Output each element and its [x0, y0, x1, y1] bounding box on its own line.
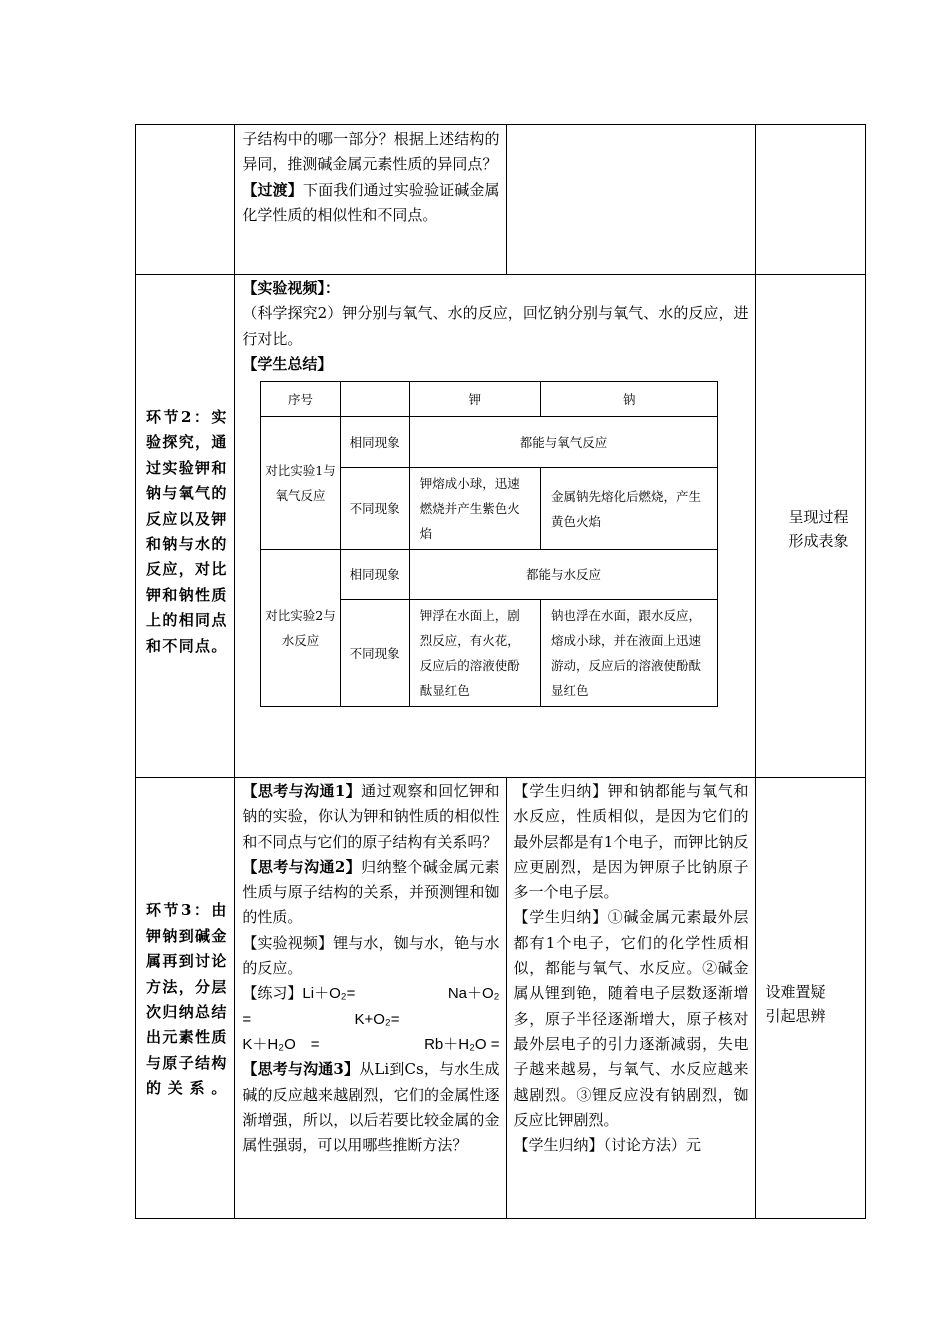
comparison-row	[261, 550, 718, 600]
stu2-text: ①碱金属元素最外层都有1个电子，它们的化学性质相似，都能与氧气、水反应。②碱金属从锂到铯，随着电子层数逐渐增多，原子半径逐渐增大，原子核对最外层电子的引力逐渐减弱，失电子越来越易，与氧气、水反应越来越剧烈。③锂反应没有钠剧烈，铷反应比钾剧烈。	[513, 908, 749, 1129]
row2-purpose-line2: 形成表象	[788, 532, 849, 550]
group2-same-text: 都能与水反应	[409, 550, 718, 600]
formula-na-o2: Na＋O₂	[447, 985, 500, 1003]
row3-purpose-cell	[755, 778, 865, 1219]
row1-teacher-cell	[235, 125, 506, 275]
formula-rb-h2o: Rb＋H₂O =	[424, 1035, 500, 1053]
row3-purpose-line2: 引起思辨	[765, 1007, 826, 1025]
row2-stage-text: 环节2：实验探究，通过实验钾和钠与氧气的反应以及钾和钠与水的反应，对比钾和钠性质上的相同点和不同点。	[146, 407, 227, 655]
group2-diff-label: 不同现象	[340, 600, 409, 707]
header-index: 序号	[261, 382, 340, 417]
formula-k-o2: K+O₂=	[354, 1010, 400, 1028]
think1-label: 【思考与沟通1】	[242, 782, 362, 800]
row-experiment	[136, 275, 866, 778]
group1-same-label: 相同现象	[340, 417, 409, 468]
row2-purpose-line1: 呈现过程	[788, 508, 849, 526]
row3-teacher-cell	[235, 778, 506, 1219]
formula-eq: =	[242, 1010, 252, 1028]
stu3-text: （讨论方法）元	[603, 1136, 702, 1155]
video-label: 【实验视频】：	[242, 279, 340, 297]
row3-stage-text: 环节3：由钾钠到碱金属再到讨论方法，分层次归纳总结出元素性质与原子结构的关系。	[146, 901, 227, 1098]
transition-text: 下面我们通过实验验证碱金属化学性质的相似性和不同点。	[242, 180, 500, 224]
row1-transition	[242, 178, 499, 229]
row1-purpose-cell	[755, 125, 865, 275]
think2-text: 归纳整个碱金属元素性质与原子结构的关系，并预测锂和铷的性质。	[242, 857, 500, 927]
practice-label: 【练习】	[242, 984, 303, 1003]
row2-purpose-cell	[755, 275, 865, 778]
group1-same-text: 都能与氧气反应	[409, 417, 718, 468]
group2-potassium: 钾浮在水面上，剧烈反应，有火花，反应后的溶液使酚酞显红色	[409, 600, 540, 707]
think2-label: 【思考与沟通2】	[242, 857, 362, 876]
row-summary	[136, 778, 866, 1219]
comparison-table	[260, 381, 718, 707]
practice-line3	[242, 1032, 499, 1057]
row3-student-cell	[506, 778, 755, 1219]
group1-diff-label: 不同现象	[340, 468, 409, 550]
comparison-header-row	[261, 382, 718, 417]
think1-text: 通过观察和回忆钾和钠的实验，你认为钾和钠性质的相似性和不同点与它们的原子结构有关系吗？	[242, 782, 500, 851]
transition-label: 【过渡】	[242, 180, 303, 199]
practice-line2	[242, 1007, 499, 1032]
group2-same-label: 相同现象	[340, 550, 409, 600]
group2-label: 对比实验2与水反应	[261, 550, 340, 707]
stu1-text: 钾和钠都能与氧气和水反应，性质相似，是因为它们的最外层都是有1个电子，而钾比钠反应更剧烈，是因为钾原子比钠原子多一个电子层。	[513, 782, 749, 902]
header-sodium: 钠	[541, 382, 718, 417]
video-label-row3: 【实验视频】	[242, 933, 334, 952]
header-blank	[340, 382, 409, 417]
header-potassium: 钾	[409, 382, 540, 417]
group2-sodium: 钠也浮在水面，跟水反应，熔成小球，并在液面上迅速游动，反应后的溶液使酚酞显红色	[541, 600, 718, 707]
practice-line1	[242, 981, 499, 1006]
row3-stage-cell	[136, 778, 235, 1219]
formula-k-h2o: K＋H₂O =	[242, 1035, 320, 1053]
comparison-row	[261, 417, 718, 468]
row2-stage-cell	[136, 275, 235, 778]
stu1-label: 【学生归纳】	[513, 782, 608, 800]
lesson-plan-table	[135, 124, 866, 1219]
stu2-label: 【学生归纳】	[513, 908, 608, 927]
stu3-label: 【学生归纳】	[513, 1136, 604, 1155]
row-intro	[136, 125, 866, 275]
think3-text: 从Li到Cs，与水生成碱的反应越来越剧烈，它们的金属性逐渐增强，所以，以后若要比较金属的金属性强弱，可以用哪些推断方法？	[242, 1060, 500, 1155]
row1-question-text: 子结构中的哪一部分？根据上述结构的异同，推测碱金属元素性质的异同点？	[242, 130, 500, 174]
group1-potassium: 钾熔成小球，迅速燃烧并产生紫色火焰	[409, 468, 540, 550]
group1-sodium: 金属钠先熔化后燃烧，产生黄色火焰	[541, 468, 718, 550]
group1-label: 对比实验1与氧气反应	[261, 417, 340, 550]
row2-content-cell	[235, 275, 755, 778]
row3-purpose-line1: 设难置疑	[765, 983, 826, 1001]
video-text-row3: 锂与水，铷与水，铯与水的反应。	[242, 933, 500, 978]
summary-label: 【学生总结】	[242, 354, 333, 373]
row1-student-cell	[506, 125, 755, 275]
explore-text: （科学探究2）钾分别与氧气、水的反应，回忆钠分别与氧气、水的反应，进行对比。	[242, 304, 749, 348]
row1-stage-cell	[136, 125, 235, 275]
formula-li-o2: Li＋O₂=	[302, 985, 356, 1003]
think3-label: 【思考与沟通3】	[242, 1060, 360, 1079]
